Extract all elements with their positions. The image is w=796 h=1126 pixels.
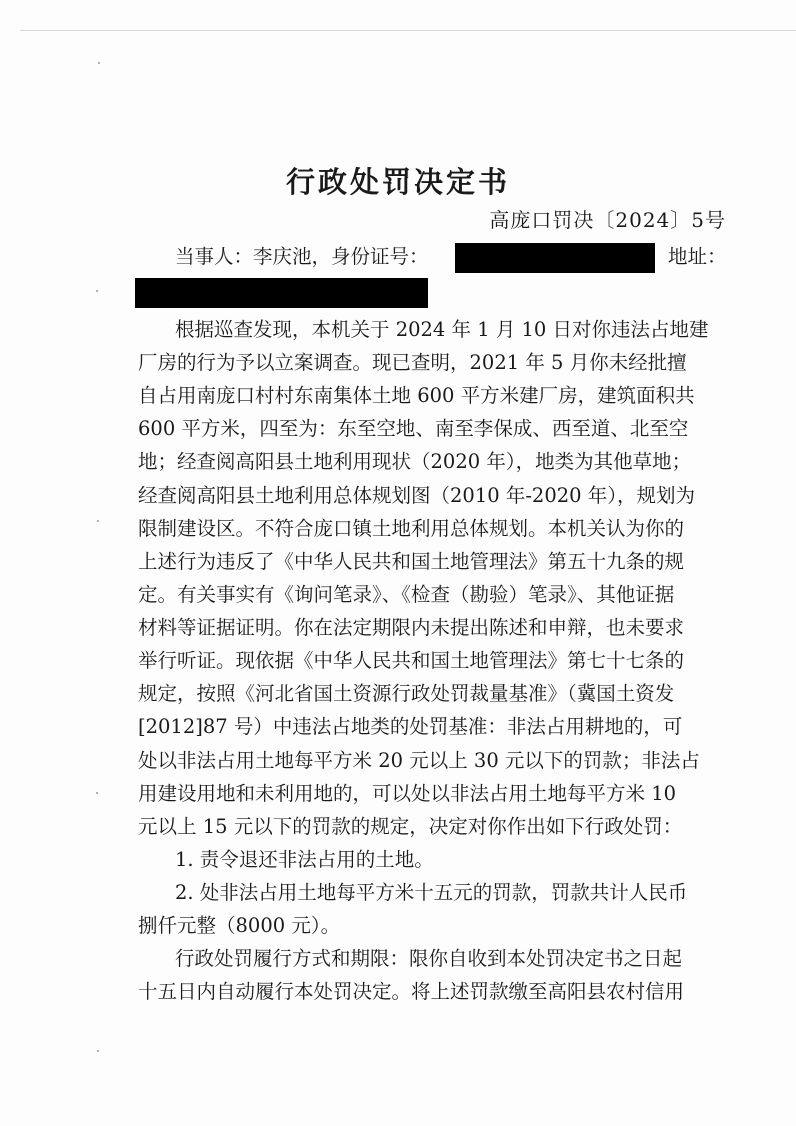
body-line: [2012]87 号）中违法占地类的处罚基准：非法占用耕地的，可	[138, 715, 683, 738]
party-line: 当事人：李庆池，身份证号：	[175, 245, 429, 268]
body-line: 用建设用地和未利用地的，可以处以非法占用土地每平方米 10	[138, 782, 677, 805]
scan-speck	[97, 1050, 99, 1052]
scan-speck	[97, 520, 99, 522]
body-line: 元以上 15 元以下的罚款的规定，决定对你作出如下行政处罚：	[138, 815, 683, 838]
body-line: 处以非法占用土地每平方米 20 元以上 30 元以下的罚款；非法占	[138, 749, 700, 772]
body-line: 材料等证据证明。你在法定期限内未提出陈述和申辩，也未要求	[138, 616, 685, 639]
body-line: 十五日内自动履行本处罚决定。将上述罚款缴至高阳县农村信用	[138, 980, 685, 1003]
body-line: 举行听证。现依据《中华人民共和国土地管理法》第七十七条的	[138, 649, 685, 672]
body-line: 定。有关事实有《询问笔录》、《检查（勘验）笔录》、其他证据	[138, 583, 675, 606]
decision-item-1: 1. 责令退还非法占用的土地。	[175, 848, 434, 871]
body-line: 限制建设区。不符合庞口镇土地利用总体规划。本机关认为你的	[138, 517, 685, 540]
body-line: 经查阅高阳县土地利用总体规划图（2010 年-2020 年），规划为	[138, 484, 695, 507]
redacted-address	[135, 278, 428, 308]
scan-speck	[96, 290, 98, 292]
body-line: 根据巡查发现，本机关于 2024 年 1 月 10 日对你违法占地建	[175, 318, 709, 341]
decision-item-2: 2. 处非法占用土地每平方米十五元的罚款，罚款共计人民币	[175, 881, 688, 904]
body-line: 自占用南庞口村村东南集体土地 600 平方米建厂房，建筑面积共	[138, 384, 695, 407]
address-label: 地址：	[668, 245, 727, 268]
body-line: 上述行为违反了《中华人民共和国土地管理法》第五十九条的规	[138, 550, 685, 573]
body-line: 规定，按照《河北省国土资源行政处罚裁量基准》（冀国土资发	[138, 682, 675, 705]
scan-edge-line	[20, 30, 796, 31]
body-line: 厂房的行为予以立案调查。现已查明，2021 年 5 月你未经批擅	[138, 351, 687, 374]
body-line: 捌仟元整（8000 元）。	[138, 914, 341, 937]
redacted-id-number	[455, 243, 655, 273]
document-title: 行政处罚决定书	[285, 165, 510, 199]
scan-speck	[98, 62, 100, 64]
body-line: 行政处罚履行方式和期限：限你自收到本处罚决定书之日起	[175, 947, 683, 970]
document-number: 高庞口罚决〔2024〕5号	[489, 208, 726, 232]
body-line: 600 平方米，四至为：东至空地、南至李保成、西至道、北至空	[138, 417, 689, 440]
scan-speck	[96, 792, 98, 794]
body-line: 地；经查阅高阳县土地利用现状（2020 年），地类为其他草地；	[138, 450, 692, 473]
